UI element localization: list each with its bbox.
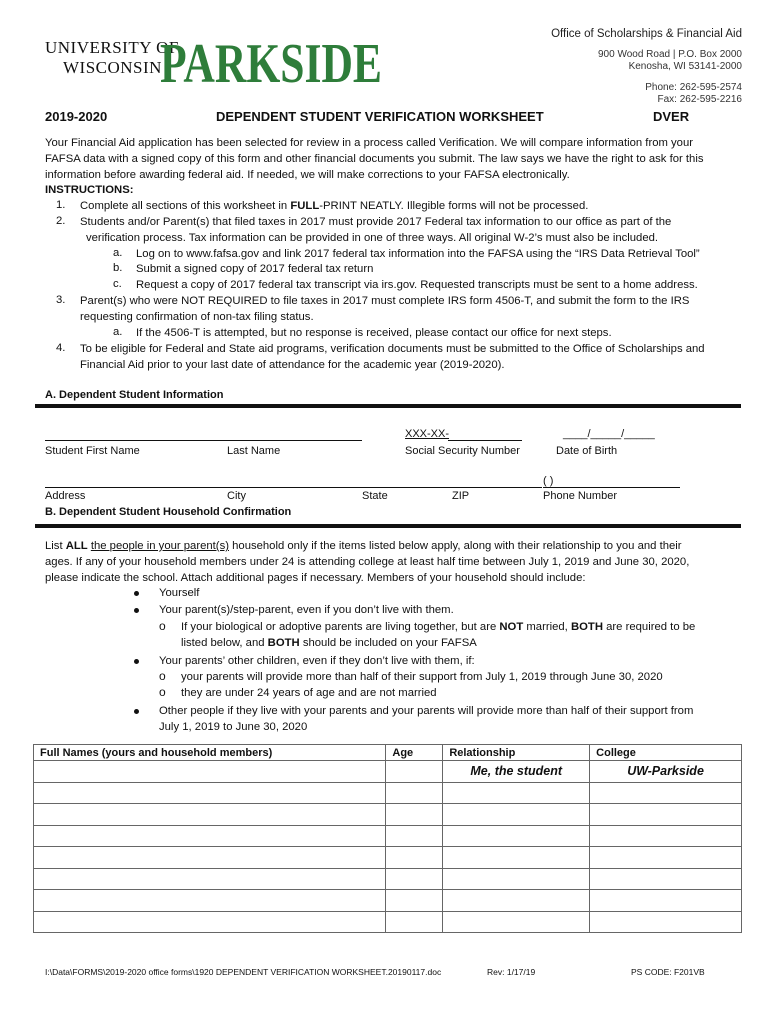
age-cell[interactable] xyxy=(386,825,443,847)
instruction-2b: Submit a signed copy of 2017 federal tax return xyxy=(136,263,374,275)
instruction-3-line-2: requesting confirmation of non-tax filing status. xyxy=(80,311,314,323)
member-parents-note-line-1: If your biological or adoptive parents are living together, but are NOT married, BOTH are required to be xyxy=(181,621,696,633)
instruction-letter: c. xyxy=(113,278,122,290)
member-others-line-1: Other people if they live with your parents and your parents will provide more than half of their support from xyxy=(159,705,694,717)
college-cell[interactable] xyxy=(590,911,742,933)
instruction-2c: Request a copy of 2017 federal tax transcript via irs.gov. Requested transcripts must be sent to a home address. xyxy=(136,279,698,291)
member-yourself: Yourself xyxy=(159,587,200,599)
college-cell[interactable] xyxy=(590,782,742,804)
name-cell[interactable] xyxy=(34,868,386,890)
logo-top-text: UNIVERSITY OF xyxy=(45,38,179,57)
label-city: City xyxy=(227,490,246,502)
name-cell[interactable] xyxy=(34,847,386,869)
household-intro: List ALL the people in your parent(s) household only if the items listed below apply, along with their relationship to you and their ages. If any of your household members under 24 is attending college at least half time between July 1, 2019 and June 30, 2020, please indicate the school. Attach additional pages if necessary. Members of your household should include: xyxy=(45,540,690,584)
section-a-title: A. Dependent Student Information xyxy=(45,389,224,401)
relationship-cell[interactable] xyxy=(443,890,590,912)
table-row[interactable] xyxy=(34,868,742,890)
bullet-icon xyxy=(134,608,139,613)
bullet-icon xyxy=(134,659,139,664)
instructions-label: INSTRUCTIONS: xyxy=(45,184,134,196)
ssn-field[interactable] xyxy=(448,440,522,441)
section-divider xyxy=(35,524,741,528)
form-title: DEPENDENT STUDENT VERIFICATION WORKSHEET xyxy=(216,109,544,124)
instruction-number: 4. xyxy=(56,342,66,354)
age-cell[interactable] xyxy=(386,761,443,783)
label-dob: Date of Birth xyxy=(556,445,618,457)
college-cell[interactable] xyxy=(590,804,742,826)
table-row[interactable] xyxy=(34,911,742,933)
label-address: Address xyxy=(45,490,86,502)
name-cell[interactable] xyxy=(34,890,386,912)
instruction-2a: Log on to www.fafsa.gov and link 2017 federal tax information into the FAFSA using the “IRS Data Retrieval Tool” xyxy=(136,248,700,260)
age-cell[interactable] xyxy=(386,911,443,933)
phone-field[interactable] xyxy=(543,487,680,488)
relationship-cell[interactable] xyxy=(443,782,590,804)
instruction-2-line-2: verification process. Tax information can be provided in one of three ways. All original W-2’s must also be included. xyxy=(86,232,659,244)
ssn-prefix: XXX-XX- xyxy=(405,428,450,440)
column-header-names: Full Names (yours and household members) xyxy=(34,745,386,761)
instruction-letter: b. xyxy=(113,262,123,274)
instruction-4-line-2: Financial Aid prior to your last date of attendance for the academic year (2019-2020). xyxy=(80,359,505,371)
instruction-3a: If the 4506-T is attempted, but no response is received, please contact our office for next steps. xyxy=(136,327,612,339)
instruction-number: 1. xyxy=(56,199,66,211)
name-cell[interactable] xyxy=(34,782,386,804)
table-row[interactable] xyxy=(34,782,742,804)
footer-file-path: I:\Data\FORMS\2019-2020 office forms\1920 DEPENDENT VERIFICATION WORKSHEET.20190117.doc xyxy=(45,967,442,977)
column-header-age: Age xyxy=(386,745,443,761)
parkside-logo xyxy=(160,20,385,95)
footer-revision: Rev: 1/17/19 xyxy=(487,967,536,977)
college-cell: UW-Parkside xyxy=(590,761,742,783)
footer-ps-code: PS CODE: F201VB xyxy=(631,967,705,977)
sub-bullet-icon: o xyxy=(159,669,166,683)
label-first-name: Student First Name xyxy=(45,445,140,457)
label-state: State xyxy=(362,490,388,502)
instruction-letter: a. xyxy=(113,326,123,338)
relationship-cell[interactable] xyxy=(443,825,590,847)
dob-field[interactable]: ____/_____/_____ xyxy=(563,428,655,440)
label-zip: ZIP xyxy=(452,490,470,502)
office-address-2: Kenosha, WI 53141-2000 xyxy=(628,61,742,72)
member-siblings: Your parents’ other children, even if they don’t live with them, if: xyxy=(159,655,475,667)
label-ssn: Social Security Number xyxy=(405,445,520,457)
logo-university-of-wisconsin xyxy=(45,38,179,78)
age-cell[interactable] xyxy=(386,868,443,890)
phone-area-code: ( ) xyxy=(543,475,554,487)
relationship-cell[interactable] xyxy=(443,868,590,890)
member-parents-note-line-2: listed below, and BOTH should be included on your FAFSA xyxy=(181,637,477,649)
age-cell[interactable] xyxy=(386,804,443,826)
logo-main-text: PARKSIDE xyxy=(160,33,382,95)
bullet-icon xyxy=(134,591,139,596)
intro-paragraph: Your Financial Aid application has been selected for review in a process called Verification. We will compare information from your FAFSA data with a signed copy of this form and other financial documents you submit. The law says we have the right to ask for this information before awarding federal aid. If needed, we will make corrections to your FAFSA electronically. xyxy=(45,137,704,181)
college-cell[interactable] xyxy=(590,825,742,847)
student-name-field[interactable] xyxy=(45,440,362,441)
office-contact-block xyxy=(551,28,742,107)
member-siblings-condition-2: they are under 24 years of age and are not married xyxy=(181,687,437,699)
relationship-cell: Me, the student xyxy=(443,761,590,783)
college-cell[interactable] xyxy=(590,847,742,869)
column-header-college: College xyxy=(590,745,742,761)
instruction-4-line-1: To be eligible for Federal and State aid programs, verification documents must be submitted to the Office of Scholarships and xyxy=(80,343,705,355)
relationship-cell[interactable] xyxy=(443,804,590,826)
address-field[interactable] xyxy=(45,487,542,488)
instruction-1: Complete all sections of this worksheet in FULL-PRINT NEATLY. Illegible forms will not be processed. xyxy=(80,200,589,212)
logo-bottom-text: WISCONSIN xyxy=(63,58,162,77)
table-row[interactable] xyxy=(34,804,742,826)
member-others-line-2: July 1, 2019 to June 30, 2020 xyxy=(159,721,308,733)
instruction-letter: a. xyxy=(113,247,123,259)
office-title: Office of Scholarships & Financial Aid xyxy=(551,28,742,40)
instruction-number: 2. xyxy=(56,215,66,227)
sub-bullet-icon: o xyxy=(159,685,166,699)
table-row[interactable] xyxy=(34,825,742,847)
office-phone: Phone: 262-595-2574 xyxy=(645,81,742,93)
member-siblings-condition-1: your parents will provide more than half of their support from July 1, 2019 through June 30, 2020 xyxy=(181,671,663,683)
instruction-number: 3. xyxy=(56,294,66,306)
name-cell[interactable] xyxy=(34,804,386,826)
table-header-row xyxy=(34,745,742,761)
name-cell[interactable] xyxy=(34,825,386,847)
sub-bullet-icon: o xyxy=(159,619,166,633)
table-row xyxy=(34,761,742,783)
college-cell[interactable] xyxy=(590,868,742,890)
table-row[interactable] xyxy=(34,847,742,869)
age-cell[interactable] xyxy=(386,782,443,804)
office-address-1: 900 Wood Road | P.O. Box 2000 xyxy=(598,48,742,60)
form-code: DVER xyxy=(653,109,690,124)
bullet-icon xyxy=(134,709,139,714)
label-last-name: Last Name xyxy=(227,445,281,457)
member-parents: Your parent(s)/step-parent, even if you don’t live with them. xyxy=(159,604,454,616)
instruction-3-line-1: Parent(s) who were NOT REQUIRED to file taxes in 2017 must complete IRS form 4506-T, and submit the form to the IRS xyxy=(80,295,690,307)
section-b-title: B. Dependent Student Household Confirmation xyxy=(45,506,292,518)
name-cell[interactable] xyxy=(34,911,386,933)
column-header-relationship: Relationship xyxy=(443,745,590,761)
relationship-cell[interactable] xyxy=(443,911,590,933)
table-row[interactable] xyxy=(34,890,742,912)
form-year: 2019-2020 xyxy=(45,109,108,124)
section-divider xyxy=(35,404,741,408)
office-fax: Fax: 262-595-2216 xyxy=(657,94,742,105)
instruction-2-line-1: Students and/or Parent(s) that filed taxes in 2017 must provide 2017 Federal tax information to our office as part of the xyxy=(80,216,672,228)
name-cell[interactable] xyxy=(34,761,386,783)
college-cell[interactable] xyxy=(590,890,742,912)
relationship-cell[interactable] xyxy=(443,847,590,869)
age-cell[interactable] xyxy=(386,890,443,912)
household-table xyxy=(33,744,742,933)
label-phone: Phone Number xyxy=(543,490,617,502)
age-cell[interactable] xyxy=(386,847,443,869)
